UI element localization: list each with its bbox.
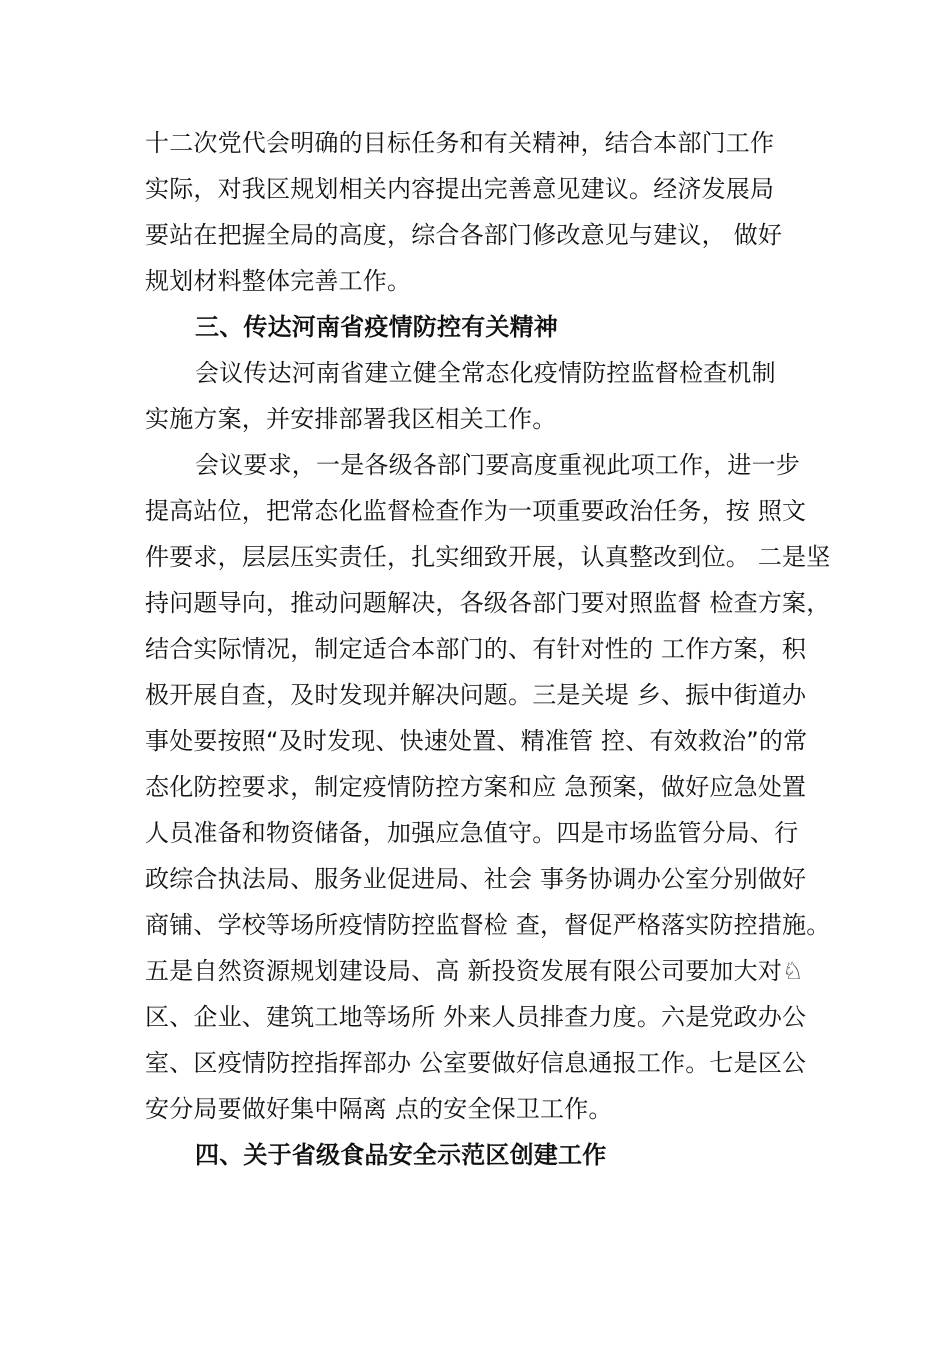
body-line-21: 室、区疫情防控指挥部办 公室要做好信息通报工作。七是区公 bbox=[145, 1049, 807, 1077]
body-line-15: 态化防控要求，制定疫情防控方案和应 急预案，做好应急处置 bbox=[145, 773, 807, 801]
body-line-4: 规划材料整体完善工作。 bbox=[145, 267, 412, 295]
section-heading-4: 四、关于省级食品安全示范区创建工作 bbox=[195, 1141, 607, 1169]
body-line-20: 区、企业、建筑工地等场所 外来人员排查力度。六是党政办公 bbox=[145, 1003, 807, 1031]
body-line-17: 政综合执法局、服务业促进局、社会 事务协调办公室分别做好 bbox=[145, 865, 807, 893]
body-line-1: 十二次党代会明确的目标任务和有关精神，结合本部门工作 bbox=[145, 129, 775, 157]
body-line-9: 提高站位，把常态化监督检查作为一项重要政治任务，按 照文 bbox=[145, 497, 807, 525]
section-heading-3: 三、传达河南省疫情防控有关精神 bbox=[195, 313, 558, 341]
body-line-2: 实际，对我区规划相关内容提出完善意见建议。经济发展局 bbox=[145, 175, 775, 203]
body-line-10: 件要求，层层压实责任，扎实细致开展，认真整改到位。 二是坚 bbox=[145, 543, 831, 571]
body-line-18: 商铺、学校等场所疫情防控监督检 查，督促严格落实防控措施。 bbox=[145, 911, 831, 939]
body-line-7: 实施方案，并安排部署我区相关工作。 bbox=[145, 405, 557, 433]
body-line-12: 结合实际情况，制定适合本部门的、有针对性的 工作方案，积 bbox=[145, 635, 807, 663]
paragraph-start-1: 会议传达河南省建立健全常态化疫情防控监督检查机制 bbox=[195, 359, 776, 387]
paragraph-start-2: 会议要求，一是各级各部门要高度重视此项工作，进一步 bbox=[195, 451, 800, 479]
body-line-3: 要站在把握全局的高度，综合各部门修改意见与建议， 做好 bbox=[145, 221, 783, 249]
body-line-22: 安分局要做好集中隔离 点的安全保卫工作。 bbox=[145, 1095, 613, 1123]
body-line-11: 持问题导向，推动问题解决，各级各部门要对照监督 检查方案， bbox=[145, 589, 831, 617]
body-line-16: 人员准备和物资储备，加强应急值守。四是市场监管分局、行 bbox=[145, 819, 799, 847]
body-line-13: 极开展自查，及时发现并解决问题。三是关堤 乡、振中街道办 bbox=[145, 681, 807, 709]
body-line-19: 五是自然资源规划建设局、高 新投资发展有限公司要加大对♘ bbox=[145, 957, 804, 985]
body-line-14: 事处要按照“及时发现、快速处置、精准管 控、有效救治”的常 bbox=[145, 727, 808, 755]
